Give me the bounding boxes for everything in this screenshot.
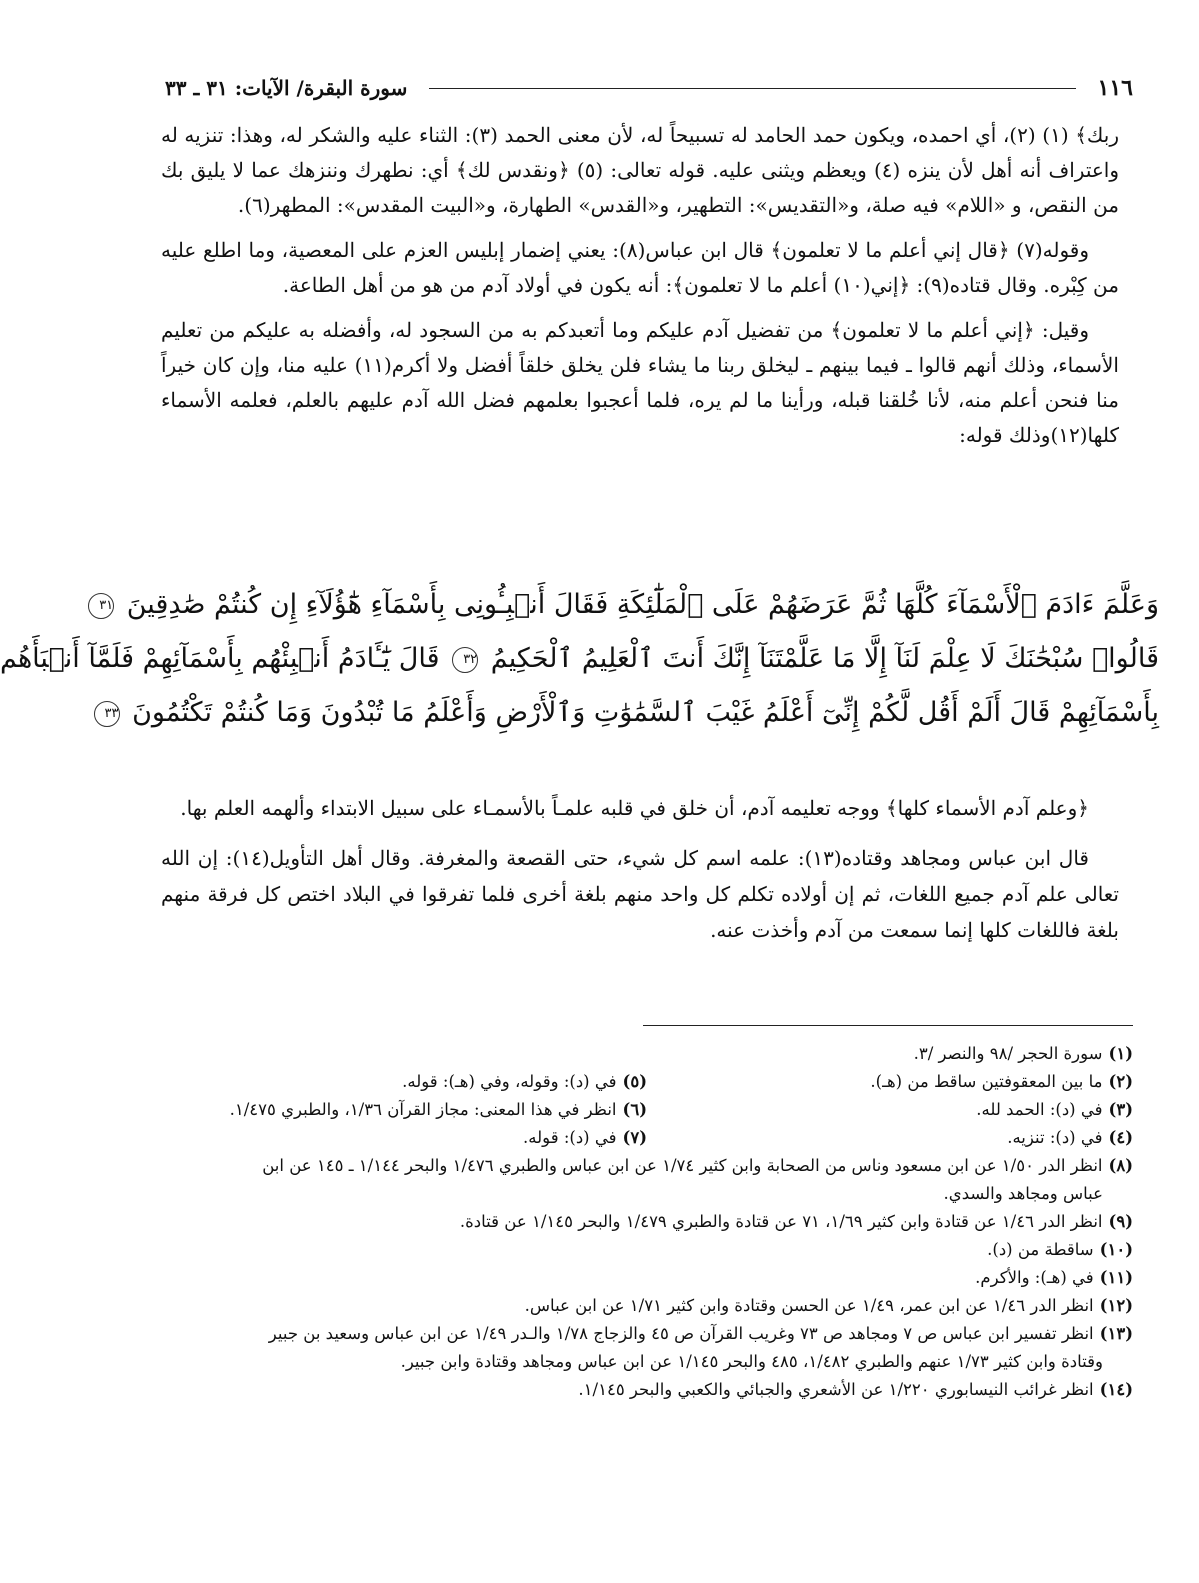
header-rule [429, 88, 1075, 89]
footnote-5: (٥)في (د): وقوله، وفي (هـ): قوله. [402, 1072, 647, 1091]
running-header [165, 72, 1133, 104]
ayah-marker-31: ٣١ [88, 593, 114, 619]
footnote-12: (١٢)انظر الدر ١/٤٦ عن ابن عمر، ١/٤٩ عن الحسن وقتادة وابن كثير ١/٧١ عن ابن عباس. [524, 1296, 1133, 1315]
footnote-2: (٢)ما بين المعقوفتين ساقط من (هـ). [870, 1072, 1133, 1091]
footnote-10: (١٠)ساقطة من (د). [987, 1240, 1133, 1259]
footnote-11: (١١)في (هـ): والأكرم. [975, 1268, 1133, 1287]
quran-line-2 [0, 632, 1159, 686]
verse-32-text: قَالُوا۟ سُبْحَٰنَكَ لَا عِلْمَ لَنَآ إِلَّا مَا عَلَّمْتَنَآ إِنَّكَ أَنتَ ٱلْعَلِيمُ ٱلْحَكِيمُ [490, 643, 1159, 674]
footnote-row-3-6 [161, 1096, 1133, 1124]
footnote-row-4-7 [161, 1124, 1133, 1152]
paragraph-4: ﴿وعلم آدم الأسماء كلها﴾ ووجه تعليمه آدم، أن خلق في قلبه علمـاً بالأسمـاء على سبيل الابتداء وألهمه العلم بها. [180, 796, 1089, 820]
paragraph-1: ربك﴾ ‌(١) (٢)، أي احمده، ويكون حمد الحامد له تسبيحاً له، لأن معنى الحمد (٣): الثناء عليه والشكر له، وهذا: تنزيه له واعتراف أنه أهل لأن ينزه (٤) ويعظم ويثنى عليه. قوله تعالى: (٥) ﴿ونقدس لك﴾ أي: نطهرك وننزهك عما لا يليق بك من النقص، و «اللام» فيه صلة، و«التقديس»: التطهير، و«القدس» الطهارة، و«البيت المقدس»: المطهر(٦). [161, 123, 1119, 217]
commentary-text-2 [161, 790, 1119, 962]
section-title: سورة البقرة/ الآيات: ٣١ ـ ٣٣ [165, 76, 408, 100]
footnote-7: (٧)في (د): قوله. [523, 1128, 647, 1147]
footnote-8-continued: عباس ومجاهد والسدي. [943, 1184, 1103, 1203]
page-number: ١١٦ [1097, 75, 1133, 101]
verse-33-text-end: بِأَسْمَآئِهِمْ قَالَ أَلَمْ أَقُل لَّكُمْ إِنِّىٓ أَعْلَمُ غَيْبَ ٱلسَّمَٰوَٰتِ وَٱلْأَرْضِ وَأَعْلَمُ مَا تُبْدُونَ وَمَا كُنتُمْ تَكْتُمُونَ [132, 697, 1159, 728]
ayah-marker-32: ٣٢ [452, 647, 478, 673]
footnote-1: (١)سورة الحجر /٩٨ والنصر /٣. [913, 1044, 1133, 1063]
quran-line-1 [99, 578, 1159, 632]
footnote-3: (٣)في (د): الحمد لله. [976, 1100, 1133, 1119]
verse-31-text: وَعَلَّمَ ءَادَمَ ٱلْأَسْمَآءَ كُلَّهَا ثُمَّ عَرَضَهُمْ عَلَى ٱلْمَلَٰٓئِكَةِ فَقَالَ أَنۢبِـُٔونِى بِأَسْمَآءِ هَٰٓؤُلَآءِ إِن كُنتُمْ صَٰدِقِينَ [126, 589, 1159, 620]
footnote-8: (٨)انظر الدر ١/٥٠ عن ابن مسعود وناس من الصحابة وابن كثير ١/٧٤ عن ابن عباس والطبري ١/٤٧٦ والبحر ١/١٤٤ ـ ١٤٥ عن ابن [262, 1156, 1133, 1175]
commentary-text [161, 118, 1119, 463]
footnotes [161, 1040, 1133, 1404]
paragraph-5: قال ابن عباس ومجاهد وقتاده(١٣): علمه اسم كل شيء، حتى القصعة والمغرفة. وقال أهل التأويل(١٤): إن الله تعالى علم آدم جميع اللغات، ثم إن أولاده تكلم كل واحد منهم بلغة أخرى فلما تفرقوا في البلاد اختص كل فرقة منهم بلغة فاللغات كلها إنما سمعت من آدم وأخذت عنه. [161, 846, 1119, 942]
verse-33-text-start: قَالَ يَٰٓـَٔادَمُ أَنۢبِئْهُم بِأَسْمَآئِهِمْ فَلَمَّآ أَنۢبَأَهُم [0, 643, 440, 674]
paragraph-3: وقيل: ﴿إني أعلم ما لا تعلمون﴾ من تفضيل آدم عليكم وما أتعبدكم به من السجود له، وأفضله به عليكم من تعليم الأسماء، وذلك أنهم قالوا ـ فيما بينهم ـ ليخلق ربنا ما يشاء فلن يخلق خلقاً أفضل ولا أكرم(١١) عليه منا، وإن كان خيراً منا فنحن أعلم منه، لأنا خُلقنا قبله، ورأينا ما لم يره، فلما أعجبوا بعلمهم فضل الله آدم عليهم بالعلم، فعلمه الأسماء كلها(١٢)وذلك قوله: [161, 318, 1120, 447]
footnote-divider [643, 1025, 1133, 1026]
footnote-6: (٦)انظر في هذا المعنى: مجاز القرآن ١/٣٦، والطبري ١/٤٧٥. [229, 1100, 647, 1119]
footnote-9: (٩)انظر الدر ١/٤٦ عن قتادة وابن كثير ١/٦٩، ٧١ عن قتادة والطبري ١/٤٧٩ والبحر ١/١٤٥ عن قتادة. [459, 1212, 1133, 1231]
footnote-13-continued: وقتادة وابن كثير ١/٧٣ عنهم والطبري ١/٤٨٢، ٤٨٥ والبحر ١/١٤٥ عن ابن عباس ومجاهد وقتادة وابن جبير. [400, 1352, 1103, 1371]
footnote-row-2-5 [161, 1068, 1133, 1096]
footnote-14: (١٤)انظر غرائب النيسابوري ١/٢٢٠ عن الأشعري والجبائي والكعبي والبحر ١/١٤٥. [578, 1380, 1133, 1399]
quran-verses [0, 578, 1159, 740]
quran-line-3 [104, 686, 1159, 740]
paragraph-2: وقوله(٧) ﴿قال إني أعلم ما لا تعلمون﴾ قال ابن عباس(٨): يعني إضمار إبليس العزم على المعصية، وما اطلع عليه من كِبْره. وقال قتاده(٩): ﴿إني(١٠) أعلم ما لا تعلمون﴾: أنه يكون في أولاد آدم من هو من أهل الطاعة. [161, 238, 1119, 297]
footnote-13: (١٣)انظر تفسير ابن عباس ص ٧ ومجاهد ص ٧٣ وغريب القرآن ص ٤٥ والزجاج ١/٧٨ والـدر ١/٤٩ عن ابن عباس وسعيد بن جبير [268, 1324, 1133, 1343]
ayah-marker-33: ٣٣ [94, 701, 120, 727]
footnote-4: (٤)في (د): تنزيه. [1007, 1128, 1133, 1147]
